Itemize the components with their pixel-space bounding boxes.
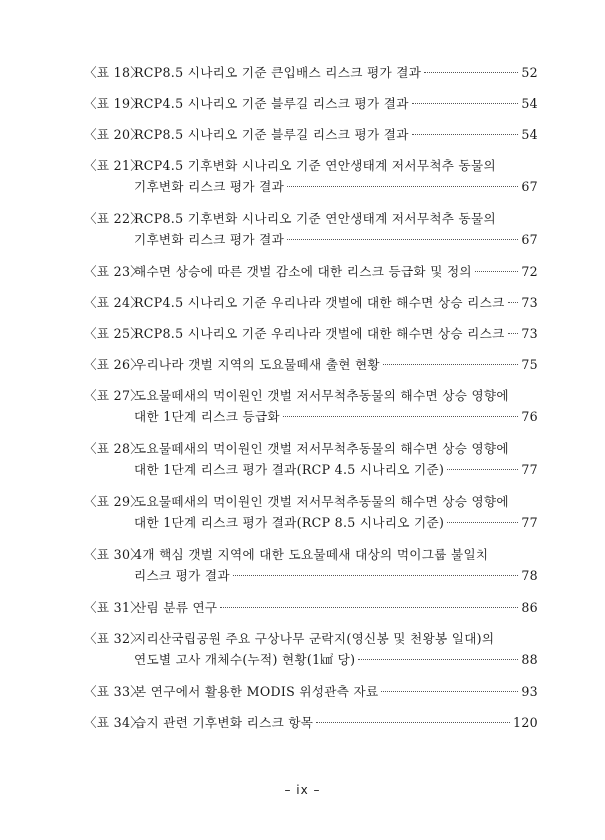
toc-entry-page[interactable]: 52 <box>521 65 538 80</box>
dot-leader <box>316 722 510 723</box>
page-number: – ix – <box>284 783 321 797</box>
toc-entry-number: 〈표 29〉 <box>84 494 144 509</box>
toc-entry[interactable] <box>84 712 538 733</box>
toc-entry[interactable] <box>84 62 538 83</box>
toc-entry-number: 〈표 28〉 <box>84 441 144 456</box>
toc-entry-page[interactable]: 54 <box>521 96 538 111</box>
toc-entry-page[interactable]: 93 <box>521 684 538 699</box>
toc-entry-title: 기후변화 리스크 평가 결과 <box>134 232 285 247</box>
toc-entry-number: 〈표 18〉 <box>84 65 144 80</box>
dot-leader <box>358 659 518 660</box>
toc-entry-number: 〈표 27〉 <box>84 388 144 403</box>
toc-entry-title: 도요물떼새의 먹이원인 갯벌 저서무척추동물의 해수면 상승 영향에 <box>134 388 509 403</box>
dot-leader <box>424 72 518 73</box>
toc-entry-page[interactable]: 67 <box>521 232 538 247</box>
dot-leader <box>381 691 518 692</box>
toc-entry-title: RCP4.5 시나리오 기준 우리나라 갯벌에 대한 해수면 상승 리스크 <box>134 295 505 310</box>
dot-leader <box>447 469 518 470</box>
toc-entry[interactable] <box>84 124 538 145</box>
toc-entry-number: 〈표 32〉 <box>84 631 144 646</box>
toc-entry-page[interactable]: 88 <box>521 652 538 667</box>
toc-entry-page[interactable]: 73 <box>521 326 538 341</box>
toc-entry-title: 도요물떼새의 먹이원인 갯벌 저서무척추동물의 해수면 상승 영향에 <box>134 441 509 456</box>
toc-entry-page[interactable]: 76 <box>521 409 538 424</box>
toc-entry-page[interactable]: 78 <box>521 568 538 583</box>
toc-entry-title: 기후변화 리스크 평가 결과 <box>134 179 285 194</box>
toc-entry-number: 〈표 30〉 <box>84 547 144 562</box>
toc-entry[interactable] <box>84 544 538 586</box>
toc-entry-page[interactable]: 67 <box>521 179 538 194</box>
toc-entry-page[interactable]: 77 <box>521 462 538 477</box>
toc-entry-title: RCP8.5 시나리오 기준 블루길 리스크 평가 결과 <box>134 127 409 142</box>
toc-entry-page[interactable]: 54 <box>521 127 538 142</box>
toc-entry-number: 〈표 19〉 <box>84 96 144 111</box>
toc-entry-number: 〈표 23〉 <box>84 264 144 279</box>
toc-entry-title: 산림 분류 연구 <box>134 600 218 615</box>
toc-entry[interactable] <box>84 597 538 618</box>
dot-leader <box>287 239 518 240</box>
toc-entry-number: 〈표 31〉 <box>84 600 144 615</box>
toc-entry-title: RCP8.5 기후변화 시나리오 기준 연안생태계 저서무척추 동물의 <box>134 211 496 226</box>
toc-entry-title: 대한 1단계 리스크 등급화 <box>134 409 280 424</box>
toc-entry-page[interactable]: 86 <box>521 600 538 615</box>
toc-entry-number: 〈표 25〉 <box>84 326 144 341</box>
toc-entry-title: 연도별 고사 개체수(누적) 현황(1㎢ 당) <box>134 652 356 667</box>
toc-entry[interactable] <box>84 208 538 250</box>
toc-entry[interactable] <box>84 323 538 344</box>
toc-entry-title: 지리산국립공원 주요 구상나무 군락지(영신봉 및 천왕봉 일대)의 <box>134 631 495 646</box>
dot-leader <box>287 186 518 187</box>
dot-leader <box>508 333 519 334</box>
toc-entry[interactable] <box>84 385 538 427</box>
toc-entry-title: 해수면 상승에 따른 갯벌 감소에 대한 리스크 등급화 및 정의 <box>134 264 472 279</box>
toc-entry[interactable] <box>84 491 538 533</box>
toc-entry[interactable] <box>84 438 538 480</box>
dot-leader <box>475 271 518 272</box>
dot-leader <box>412 103 519 104</box>
toc-entry[interactable] <box>84 261 538 282</box>
toc-entry-number: 〈표 26〉 <box>84 357 144 372</box>
toc-entry-title: RCP4.5 시나리오 기준 블루길 리스크 평가 결과 <box>134 96 409 111</box>
toc-entry-title: 습지 관련 기후변화 리스크 항목 <box>134 715 314 730</box>
toc-entry[interactable] <box>84 292 538 313</box>
toc-entry-page[interactable]: 73 <box>521 295 538 310</box>
dot-leader <box>508 302 519 303</box>
toc-entry-number: 〈표 24〉 <box>84 295 144 310</box>
dot-leader <box>283 416 518 417</box>
dot-leader <box>447 522 518 523</box>
toc-entry-number: 〈표 21〉 <box>84 158 144 173</box>
toc-entry-page[interactable]: 120 <box>513 715 538 730</box>
toc-entry-number: 〈표 20〉 <box>84 127 144 142</box>
dot-leader <box>220 607 518 608</box>
toc-entry-title: RCP8.5 시나리오 기준 큰입배스 리스크 평가 결과 <box>134 65 422 80</box>
toc-entry-title: 본 연구에서 활용한 MODIS 위성관측 자료 <box>134 684 379 699</box>
toc-entry-page[interactable]: 75 <box>521 357 538 372</box>
table-of-contents <box>84 62 538 743</box>
toc-entry[interactable] <box>84 93 538 114</box>
toc-entry-title: 대한 1단계 리스크 평가 결과(RCP 4.5 시나리오 기준) <box>134 462 445 477</box>
toc-entry-title: 도요물떼새의 먹이원인 갯벌 저서무척추동물의 해수면 상승 영향에 <box>134 494 509 509</box>
toc-entry-page[interactable]: 72 <box>521 264 538 279</box>
toc-entry-title: RCP8.5 시나리오 기준 우리나라 갯벌에 대한 해수면 상승 리스크 <box>134 326 505 341</box>
toc-entry-number: 〈표 22〉 <box>84 211 144 226</box>
dot-leader <box>383 364 518 365</box>
toc-entry[interactable] <box>84 354 538 375</box>
toc-entry-title: 대한 1단계 리스크 평가 결과(RCP 8.5 시나리오 기준) <box>134 515 445 530</box>
toc-entry[interactable] <box>84 628 538 670</box>
toc-entry-title: 4개 핵심 갯벌 지역에 대한 도요물떼새 대상의 먹이그룹 불일치 <box>134 547 489 562</box>
toc-entry[interactable] <box>84 681 538 702</box>
dot-leader <box>233 575 518 576</box>
toc-entry-title: 리스크 평가 결과 <box>134 568 230 583</box>
toc-entry-number: 〈표 33〉 <box>84 684 144 699</box>
dot-leader <box>412 134 519 135</box>
toc-entry-page[interactable]: 77 <box>521 515 538 530</box>
toc-entry-title: 우리나라 갯벌 지역의 도요물떼새 출현 현황 <box>134 357 380 372</box>
toc-entry-title: RCP4.5 기후변화 시나리오 기준 연안생태계 저서무척추 동물의 <box>134 158 496 173</box>
toc-entry-number: 〈표 34〉 <box>84 715 144 730</box>
toc-entry[interactable] <box>84 155 538 197</box>
